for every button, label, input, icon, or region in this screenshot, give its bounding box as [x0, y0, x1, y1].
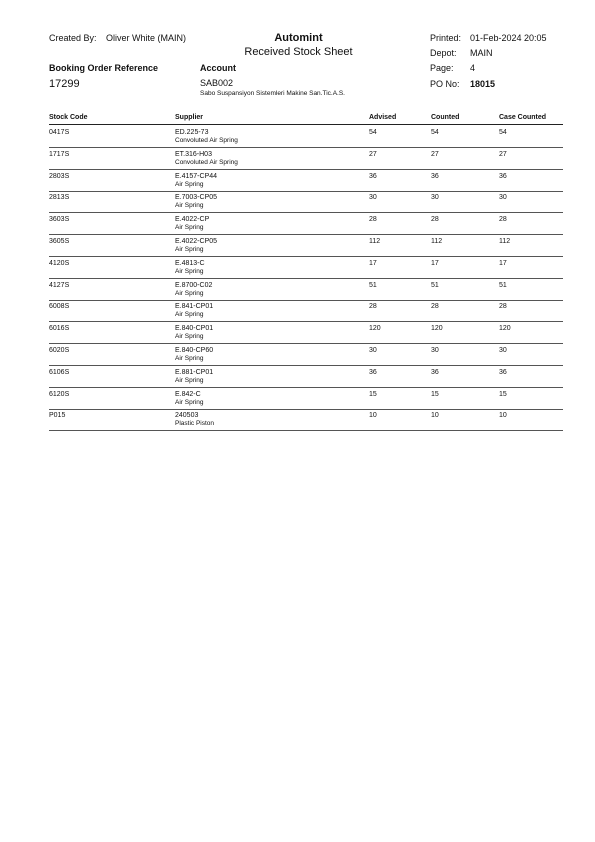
supplier-description-cell: Air Spring — [175, 333, 204, 341]
row-divider — [49, 147, 563, 148]
supplier-description-cell: Convoluted Air Spring — [175, 137, 238, 144]
row-divider — [49, 300, 563, 301]
advised-cell: 112 — [369, 238, 381, 245]
row-divider — [49, 343, 563, 344]
column-header-advised: Advised — [369, 114, 397, 121]
stock-code-cell: 4127S — [49, 281, 70, 289]
supplier-description-cell: Air Spring — [175, 180, 204, 188]
advised-cell: 17 — [369, 259, 377, 267]
counted-cell: 27 — [431, 150, 439, 158]
case-counted-cell: 28 — [499, 303, 507, 311]
row-divider — [49, 256, 563, 257]
account-label: Account — [200, 63, 236, 73]
counted-cell: 36 — [431, 368, 439, 376]
supplier-part-cell: E.842-C — [175, 390, 201, 398]
case-counted-cell: 54 — [499, 129, 507, 136]
advised-cell: 30 — [369, 347, 377, 354]
counted-cell: 54 — [431, 129, 439, 136]
po-label: PO No: — [430, 79, 460, 89]
booking-reference-label: Booking Order Reference — [49, 63, 159, 73]
stock-code-cell: 4120S — [49, 259, 70, 267]
stock-code-cell: 6120S — [49, 390, 70, 398]
advised-cell: 30 — [369, 194, 377, 202]
supplier-part-cell: E.4813-C — [175, 259, 205, 267]
supplier-description-cell: Air Spring — [175, 289, 204, 297]
row-divider — [49, 191, 563, 192]
supplier-part-cell: 240503 — [175, 412, 199, 420]
counted-cell: 120 — [431, 325, 443, 333]
supplier-description-cell: Air Spring — [175, 355, 204, 362]
supplier-description-cell: Air Spring — [175, 224, 204, 232]
advised-cell: 28 — [369, 216, 377, 224]
supplier-description-cell: Air Spring — [175, 246, 204, 253]
counted-cell: 112 — [431, 238, 443, 245]
row-divider — [49, 409, 563, 410]
advised-cell: 28 — [369, 303, 377, 311]
depot-label: Depot: — [430, 48, 457, 58]
row-divider — [49, 387, 563, 388]
row-divider — [49, 430, 563, 431]
case-counted-cell: 28 — [499, 216, 507, 224]
case-counted-cell: 30 — [499, 194, 507, 202]
supplier-part-cell: E.8700-C02 — [175, 281, 213, 289]
case-counted-cell: 17 — [499, 259, 507, 267]
supplier-part-cell: ET.316-H03 — [175, 150, 212, 158]
supplier-part-cell: E.840-CP60 — [175, 347, 214, 354]
column-header-stock-code: Stock Code — [49, 114, 88, 121]
column-header-supplier: Supplier — [175, 114, 204, 121]
case-counted-cell: 120 — [499, 325, 511, 333]
stock-code-cell: 6020S — [49, 347, 70, 354]
supplier-part-cell: E.4157-CP44 — [175, 172, 218, 180]
case-counted-cell: 27 — [499, 150, 507, 158]
column-header-case-counted: Case Counted — [499, 114, 547, 121]
supplier-description-cell: Convoluted Air Spring — [175, 158, 238, 166]
supplier-part-cell: E.7003-CP05 — [175, 194, 218, 202]
counted-cell: 15 — [431, 390, 439, 398]
row-divider — [49, 365, 563, 366]
case-counted-cell: 112 — [499, 238, 511, 245]
supplier-description-cell: Air Spring — [175, 267, 204, 275]
advised-cell: 36 — [369, 172, 377, 180]
case-counted-cell: 15 — [499, 390, 507, 398]
created-by-value: Oliver White (MAIN) — [106, 33, 187, 43]
case-counted-cell: 36 — [499, 368, 507, 376]
supplier-part-cell: E.881-CP01 — [175, 368, 214, 376]
case-counted-cell: 10 — [499, 412, 507, 420]
stock-code-cell: 2803S — [49, 172, 70, 180]
supplier-description-cell: Air Spring — [175, 376, 204, 384]
case-counted-cell: 36 — [499, 172, 507, 180]
counted-cell: 28 — [431, 216, 439, 224]
booking-reference-value: 17299 — [49, 78, 80, 90]
sheet-title-text: Received Stock Sheet — [244, 46, 353, 58]
counted-cell: 36 — [431, 172, 439, 180]
supplier-part-cell: E.840-CP01 — [175, 325, 214, 333]
printed-value: 01-Feb-2024 20:05 — [470, 33, 547, 43]
supplier-description-cell: Plastic Piston — [175, 420, 215, 428]
supplier-description-cell: Air Spring — [175, 202, 204, 210]
column-header-counted: Counted — [431, 114, 460, 121]
supplier-part-cell: ED.225-73 — [175, 129, 209, 136]
advised-cell: 36 — [369, 368, 377, 376]
advised-cell: 27 — [369, 150, 377, 158]
advised-cell: 54 — [369, 129, 377, 136]
stock-code-cell: 6008S — [49, 303, 70, 311]
depot-value: MAIN — [470, 48, 493, 58]
supplier-part-cell: E.4022-CP05 — [175, 238, 218, 245]
stock-code-cell: 0417S — [49, 129, 70, 136]
advised-cell: 10 — [369, 412, 377, 420]
counted-cell: 10 — [431, 412, 439, 420]
stock-code-cell: 3603S — [49, 216, 70, 224]
case-counted-cell: 30 — [499, 347, 507, 354]
row-divider — [49, 278, 563, 279]
printed-label: Printed: — [430, 33, 462, 43]
advised-cell: 51 — [369, 281, 377, 289]
stock-code-cell: 1717S — [49, 150, 70, 158]
supplier-description-cell: Air Spring — [175, 311, 204, 319]
stock-code-cell: P015 — [49, 412, 66, 420]
page-value: 4 — [470, 63, 476, 73]
account-name: Sabo Suspansiyon Sistemleri Makine San.Tic.A.S. — [200, 90, 345, 97]
counted-cell: 17 — [431, 259, 439, 267]
supplier-part-cell: E.841-CP01 — [175, 303, 214, 311]
case-counted-cell: 51 — [499, 281, 507, 289]
row-divider — [49, 212, 563, 213]
po-value: 18015 — [470, 79, 496, 89]
stock-code-cell: 3605S — [49, 238, 70, 245]
counted-cell: 30 — [431, 194, 439, 202]
supplier-description-cell: Air Spring — [175, 398, 204, 406]
row-divider — [49, 321, 563, 322]
page-label: Page: — [430, 63, 454, 73]
stock-code-cell: 6106S — [49, 368, 70, 376]
supplier-part-cell: E.4022-CP — [175, 216, 210, 224]
counted-cell: 30 — [431, 347, 439, 354]
account-code: SAB002 — [200, 78, 234, 88]
advised-cell: 15 — [369, 390, 377, 398]
company-name-text: Automint — [274, 32, 323, 44]
created-by-label: Created By: — [49, 33, 97, 43]
counted-cell: 51 — [431, 281, 439, 289]
advised-cell: 120 — [369, 325, 381, 333]
row-divider — [49, 234, 563, 235]
row-divider — [49, 169, 563, 170]
stock-code-cell: 6016S — [49, 325, 70, 333]
stock-code-cell: 2813S — [49, 194, 70, 202]
counted-cell: 28 — [431, 303, 439, 311]
